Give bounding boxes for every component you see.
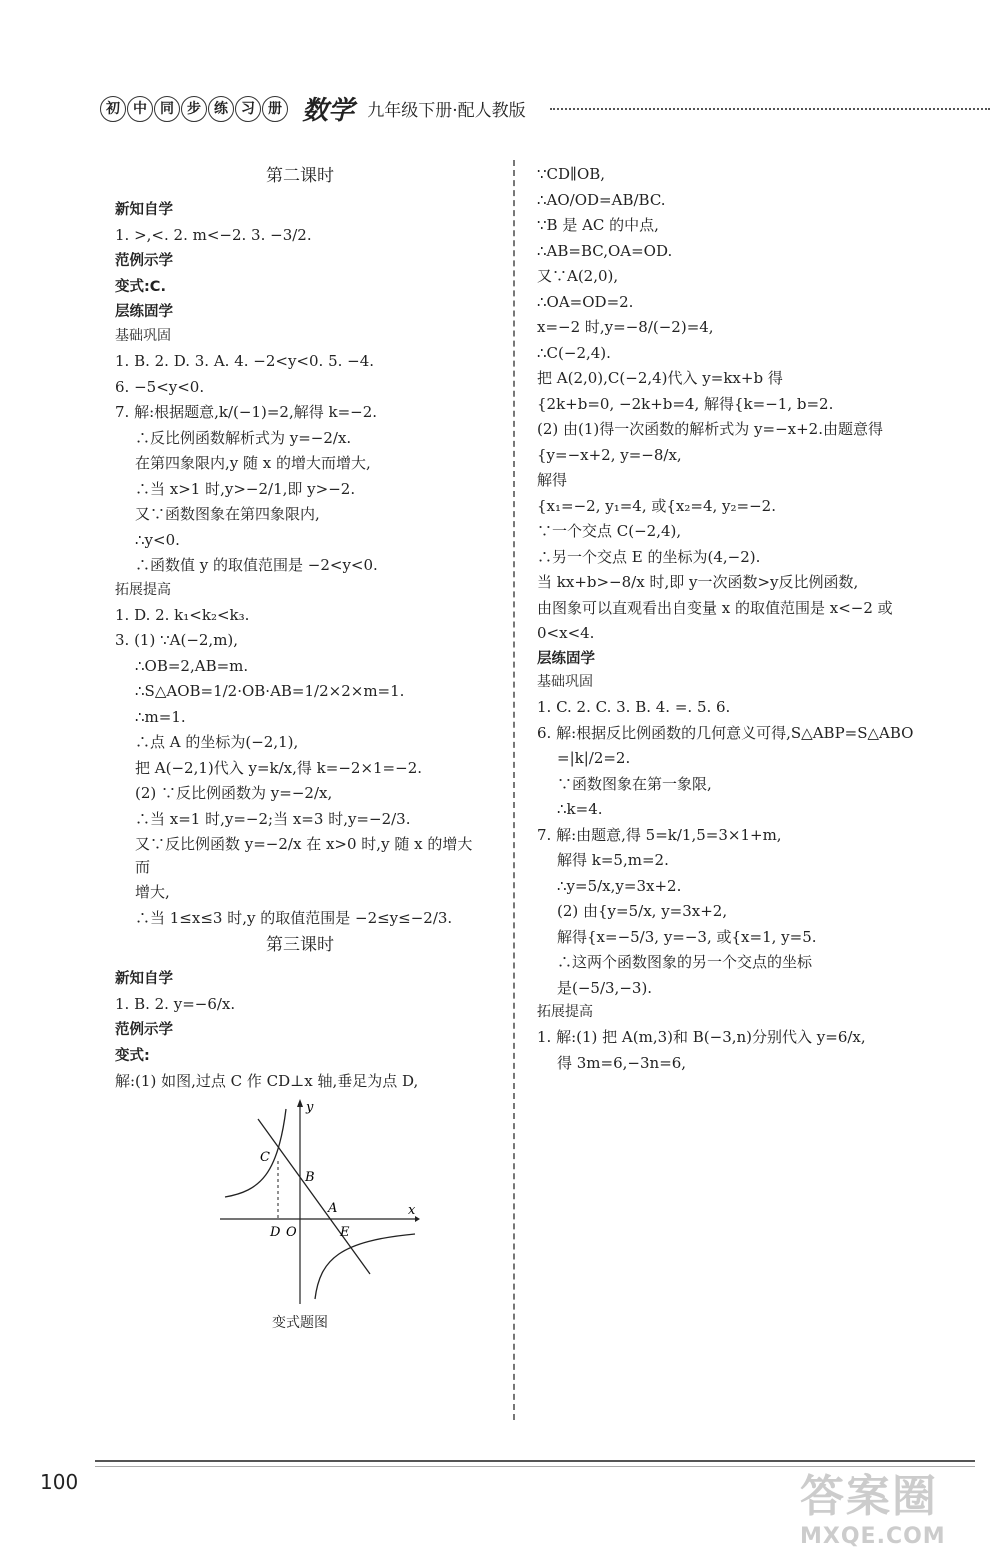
answer-line: 解得{x=−5/3, y=−3, 或{x=1, y=5.	[557, 927, 817, 946]
right-column	[537, 160, 937, 1077]
section-heading: 范例示学	[115, 252, 173, 269]
answer-line: ∴函数值 y 的取值范围是 −2<y<0.	[135, 556, 378, 574]
answer-line: ∴反比例函数解析式为 y=−2/x.	[135, 428, 352, 447]
section-heading: 层练固学	[537, 650, 595, 667]
answer-line: 变式:C.	[115, 278, 166, 295]
subject-title: 数学	[302, 96, 355, 126]
answer-line: ∴AB=BC,OA=OD.	[537, 241, 673, 260]
answer-line: 在第四象限内,y 随 x 的增大而增大,	[135, 454, 371, 472]
hyperbola-branch-upper-left	[225, 1109, 286, 1197]
page-header	[100, 90, 990, 130]
page-number: 100	[40, 1470, 79, 1494]
figure-caption: 变式题图	[272, 1314, 328, 1331]
watermark-text: 答案圈	[800, 1471, 938, 1522]
x-axis-arrow	[415, 1216, 420, 1222]
answer-line: ∴C(−2,4).	[537, 343, 611, 362]
series-char: 同	[154, 96, 180, 122]
answer-line: 1. C. 2. C. 3. B. 4. =. 5. 6.	[537, 698, 731, 717]
answer-line: 6. −5<y<0.	[115, 377, 205, 396]
section-heading: 新知自学	[115, 970, 173, 987]
answer-line: 把 A(−2,1)代入 y=k/x,得 k=−2×1=−2.	[135, 758, 423, 777]
answer-line: ∴OB=2,AB=m.	[135, 656, 249, 675]
section-heading: 新知自学	[115, 201, 173, 218]
label-e: E	[340, 1224, 350, 1240]
answer-line: 得 3m=6,−3n=6,	[557, 1053, 687, 1072]
label-a: A	[328, 1200, 338, 1216]
answer-line: ∴当 x=1 时,y=−2;当 x=3 时,y=−2/3.	[135, 809, 411, 828]
answer-line: 由图象可以直观看出自变量 x 的取值范围是 x<−2 或	[537, 598, 893, 617]
subsection-heading: 拓展提高	[115, 581, 171, 598]
answer-line: 是(−5/3,−3).	[557, 978, 653, 997]
answer-line: ∴S△AOB=1/2·OB·AB=1/2×2×m=1.	[135, 682, 405, 700]
answer-line: ∴y<0.	[135, 530, 180, 549]
answer-line: 当 kx+b>−8/x 时,即 y一次函数>y反比例函数,	[537, 573, 859, 591]
answer-line: ∵一个交点 C(−2,4),	[537, 522, 682, 540]
answer-line: 解得	[537, 471, 568, 489]
watermark-url: MXQE.COM	[800, 1524, 946, 1549]
linear-function-line	[258, 1119, 370, 1274]
section-heading: 范例示学	[115, 1021, 173, 1038]
answer-line: 1. B. 2. D. 3. A. 4. −2<y<0. 5. −4.	[115, 352, 375, 370]
answer-line: ∴另一个交点 E 的坐标为(4,−2).	[537, 547, 761, 566]
answer-line: 增大,	[135, 883, 170, 901]
lesson-title: 第三课时	[266, 935, 334, 955]
answer-line: ∴y=5/x,y=3x+2.	[557, 876, 682, 895]
section-heading: 变式:	[115, 1047, 150, 1064]
subsection-heading: 基础巩固	[537, 674, 593, 691]
answer-line: ∵函数图象在第一象限,	[557, 774, 712, 793]
label-x: x	[408, 1202, 416, 1218]
answer-line: 解:(1) 如图,过点 C 作 CD⊥x 轴,垂足为点 D,	[115, 1072, 419, 1091]
answer-line: 又∵函数图象在第四象限内,	[135, 505, 320, 523]
header-dotted-rule	[550, 108, 990, 110]
label-b: B	[305, 1169, 315, 1185]
answer-line: ∴m=1.	[135, 707, 186, 726]
answer-line: =|k|/2=2.	[557, 749, 631, 768]
column-divider	[513, 160, 515, 1420]
answer-line: (2) ∵反比例函数为 y=−2/x,	[135, 784, 333, 802]
answer-line: {y=−x+2, y=−8/x,	[537, 445, 682, 464]
answer-line: (2) 由{y=5/x, y=3x+2,	[557, 902, 728, 921]
answer-line: ∵CD∥OB,	[537, 165, 606, 183]
answer-line: ∴k=4.	[557, 800, 603, 819]
y-axis-arrow	[297, 1099, 303, 1107]
answer-line: 又∵反比例函数 y=−2/x 在 x>0 时,y 随 x 的增大而	[135, 835, 473, 876]
answer-line: 解得 k=5,m=2.	[557, 851, 669, 870]
answer-line: (2) 由(1)得一次函数的解析式为 y=−x+2.由题意得	[537, 420, 883, 438]
series-char: 中	[127, 96, 153, 122]
answer-line: 1. B. 2. y=−6/x.	[115, 995, 236, 1014]
answer-line: 把 A(2,0),C(−2,4)代入 y=kx+b 得	[537, 369, 783, 387]
label-c: C	[260, 1149, 270, 1165]
answer-line: 7. 解:由题意,得 5=k/1,5=3×1+m,	[537, 825, 782, 844]
label-d: D	[270, 1224, 281, 1240]
answer-line: ∴当 1≤x≤3 时,y 的取值范围是 −2≤y≤−2/3.	[135, 908, 453, 927]
answer-line: ∴OA=OD=2.	[537, 292, 634, 311]
section-heading: 层练固学	[115, 304, 173, 321]
book-subtitle: 九年级下册·配人教版	[367, 101, 526, 121]
answer-line: 又∵A(2,0),	[537, 267, 619, 285]
answer-line: 3. (1) ∵A(−2,m),	[115, 631, 239, 649]
answer-line: {x₁=−2, y₁=4, 或{x₂=4, y₂=−2.	[537, 496, 776, 515]
answer-line: ∴这两个函数图象的另一个交点的坐标	[557, 953, 813, 972]
answer-line: 1. D. 2. k₁<k₂<k₃.	[115, 605, 250, 624]
answer-line: ∵B 是 AC 的中点,	[537, 216, 659, 234]
label-o: O	[286, 1224, 297, 1240]
answer-line: 0<x<4.	[537, 624, 595, 642]
answer-line: x=−2 时,y=−8/(−2)=4,	[537, 318, 714, 336]
label-y: y	[306, 1099, 314, 1115]
subsection-heading: 基础巩固	[115, 328, 171, 344]
answer-line: ∴AO/OD=AB/BC.	[537, 190, 666, 209]
answer-line: 1. 解:(1) 把 A(m,3)和 B(−3,n)分别代入 y=6/x,	[537, 1028, 866, 1047]
answer-line: ∴当 x>1 时,y>−2/1,即 y>−2.	[135, 479, 356, 498]
series-char: 册	[262, 96, 288, 122]
answer-line: {2k+b=0, −2k+b=4, 解得{k=−1, b=2.	[537, 394, 834, 413]
subsection-heading: 拓展提高	[537, 1004, 593, 1021]
left-column	[115, 160, 485, 1334]
answer-line: ∴点 A 的坐标为(−2,1),	[135, 733, 299, 751]
series-char: 步	[181, 96, 207, 122]
watermark-logo	[800, 1460, 946, 1549]
answer-line: 6. 解:根据反比例函数的几何意义可得,S△ABP=S△ABO	[537, 723, 914, 742]
series-char: 练	[208, 96, 234, 122]
function-graph-figure	[220, 1099, 420, 1309]
series-char: 初	[100, 96, 126, 122]
answer-line: 7. 解:根据题意,k/(−1)=2,解得 k=−2.	[115, 403, 378, 421]
series-char: 习	[235, 96, 261, 122]
lesson-title: 第二课时	[266, 166, 334, 186]
answer-line: 1. >,<. 2. m<−2. 3. −3/2.	[115, 226, 312, 245]
